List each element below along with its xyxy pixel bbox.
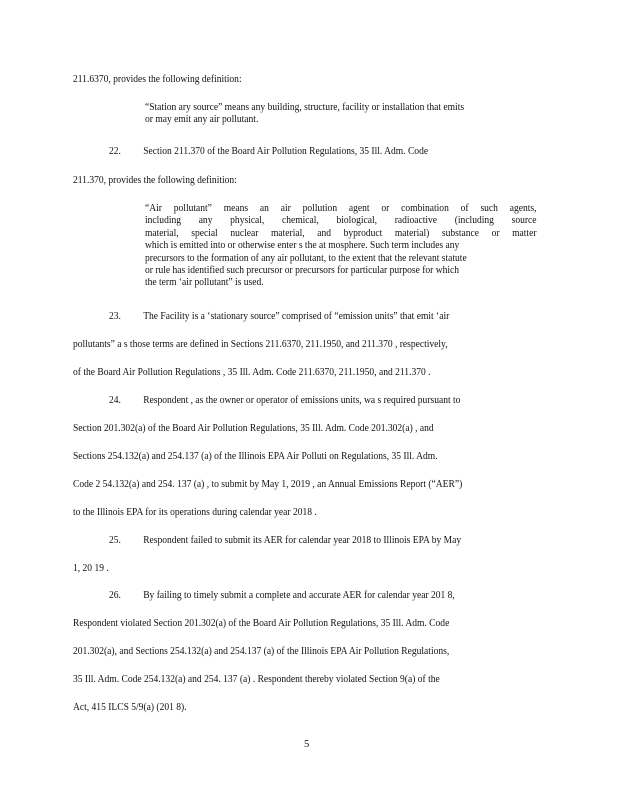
body-line: 35 Ill. Adm. Code 254.132(a) and 254. 137 (a) . Respondent thereby violated Section 9(a) of the <box>73 674 440 685</box>
paragraph-22 <box>109 145 428 158</box>
quote-line: or rule has identified such precursor or precursors for particular purpose for which <box>145 265 460 277</box>
paragraph-text: The Facility is a ‘stationary source” comprised of “emission units” that emit ‘air <box>143 311 450 322</box>
body-line: Sections 254.132(a) and 254.137 (a) of the Illinois EPA Air Polluti on Regulations, 35 Ill. Adm. <box>73 451 438 462</box>
paragraph-number: 22. <box>109 146 121 157</box>
body-line: 211.370, provides the following definition: <box>73 175 237 186</box>
body-line: to the Illinois EPA for its operations during calendar year 2018 . <box>73 507 317 518</box>
paragraph-24 <box>109 394 460 407</box>
body-line: 211.6370, provides the following definition: <box>73 74 242 85</box>
page-number: 5 <box>304 739 310 750</box>
body-line: Code 2 54.132(a) and 254. 137 (a) , to submit by May 1, 2019 , an Annual Emissions Report (“AER”) <box>73 479 463 490</box>
quote-line: material, special nuclear material, and byproduct material) substance or matter <box>145 227 537 239</box>
paragraph-23 <box>109 310 449 323</box>
quote-line: precursors to the formation of any air pollutant, to the extent that the relevant statute <box>145 252 467 264</box>
body-line: Respondent violated Section 201.302(a) of the Board Air Pollution Regulations, 35 Ill. Adm. Code <box>73 618 450 629</box>
body-line: 201.302(a), and Sections 254.132(a) and 254.137 (a) of the Illinois EPA Air Pollution Regulations, <box>73 646 450 657</box>
body-line: 1, 20 19 . <box>73 563 109 574</box>
paragraph-number: 26. <box>109 590 121 601</box>
body-line: of the Board Air Pollution Regulations , 35 Ill. Adm. Code 211.6370, 211.1950, and 211.370 . <box>73 367 431 378</box>
block-quote-stationary-source <box>145 102 537 127</box>
block-quote-air-pollutant <box>145 203 537 290</box>
body-line: Act, 415 ILCS 5/9(a) (201 8). <box>73 702 187 713</box>
body-line: Section 201.302(a) of the Board Air Pollution Regulations, 35 Ill. Adm. Code 201.302(a) , and <box>73 423 434 434</box>
paragraph-number: 25. <box>109 535 121 546</box>
paragraph-text: Respondent , as the owner or operator of emissions units, wa s required pursuant to <box>143 395 461 406</box>
quote-line: “Station ary source” means any building, structure, facility or installation that emits <box>145 102 465 113</box>
paragraph-text: Respondent failed to submit its AER for calendar year 2018 to Illinois EPA by May <box>143 535 462 546</box>
quote-line: “Air pollutant” means an air pollution agent or combination of such agents, <box>145 203 537 214</box>
paragraph-26 <box>109 589 455 602</box>
paragraph-number: 24. <box>109 395 121 406</box>
quote-line: the term ‘air pollutant” is used. <box>145 277 264 289</box>
body-line: pollutants” a s those terms are defined in Sections 211.6370, 211.1950, and 211.370 , respectively, <box>73 339 448 350</box>
quote-line: which is emitted into or otherwise enter s the at mosphere. Such term includes any <box>145 240 460 252</box>
paragraph-text: Section 211.370 of the Board Air Pollution Regulations, 35 Ill. Adm. Code <box>143 146 429 157</box>
paragraph-25 <box>109 534 461 547</box>
quote-line: or may emit any air pollutant. <box>145 114 259 126</box>
paragraph-text: By failing to timely submit a complete and accurate AER for calendar year 201 8, <box>143 590 455 601</box>
quote-line: including any physical, chemical, biological, radioactive (including source <box>145 215 537 227</box>
paragraph-number: 23. <box>109 311 121 322</box>
